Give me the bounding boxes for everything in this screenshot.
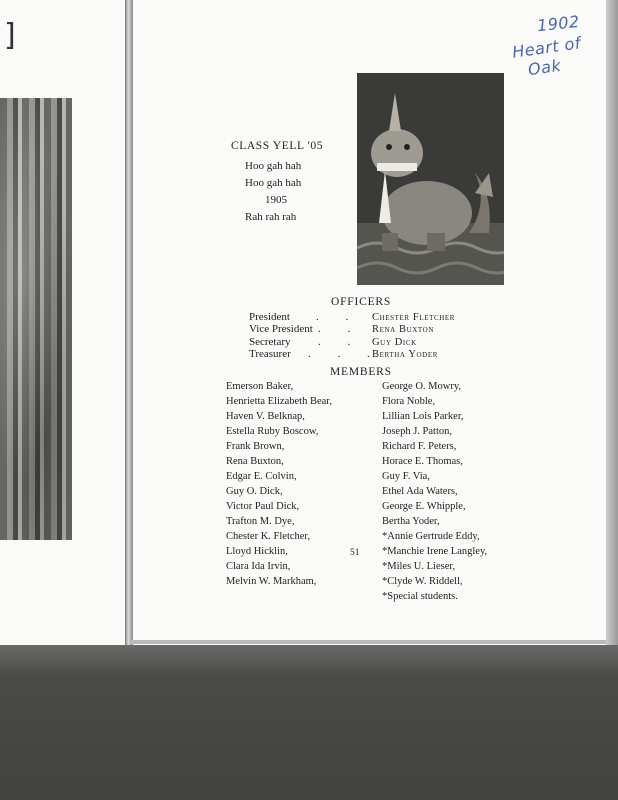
- member-name: *Clyde W. Riddell,: [382, 576, 463, 587]
- member-name: Lillian Lois Parker,: [382, 411, 464, 422]
- handwritten-note-line1: Heart of: [511, 33, 583, 62]
- yell-line: 1905: [265, 194, 287, 206]
- member-name: Horace E. Thomas,: [382, 456, 463, 467]
- member-name: Lloyd Hicklin,: [226, 546, 288, 557]
- member-name: Estella Ruby Boscow,: [226, 426, 319, 437]
- member-name: Flora Noble,: [382, 396, 436, 407]
- officer-role: Treasurer: [249, 348, 291, 360]
- handwritten-year: 1902: [536, 11, 581, 36]
- special-students-note: *Special students.: [382, 591, 458, 602]
- handwritten-note-line2: Oak: [526, 55, 563, 80]
- leader-dots: . .: [318, 336, 363, 348]
- scan-bottom-shadow: [0, 645, 618, 800]
- member-name: George O. Mowry,: [382, 381, 462, 392]
- member-name: Haven V. Belknap,: [226, 411, 305, 422]
- member-name: Henrietta Elizabeth Bear,: [226, 396, 332, 407]
- page-bracket-mark: ]: [4, 18, 16, 53]
- member-name: George E. Whipple,: [382, 501, 466, 512]
- member-name: *Manchie Irene Langley,: [382, 546, 488, 557]
- members-left-column: [226, 379, 332, 589]
- officer-role: President: [249, 311, 290, 323]
- page-number: 51: [350, 548, 360, 558]
- member-name: Victor Paul Dick,: [226, 501, 300, 512]
- member-name: Guy F. Via,: [382, 471, 430, 482]
- book-spine: [125, 0, 133, 650]
- officer-name: Bertha Yoder: [372, 349, 438, 360]
- mascot-photo: [357, 73, 504, 285]
- member-name: Frank Brown,: [226, 441, 285, 452]
- officer-role: Secretary: [249, 336, 291, 348]
- member-name: Trafton M. Dye,: [226, 516, 295, 527]
- officers-heading: OFFICERS: [331, 296, 392, 308]
- member-name: Melvin W. Markham,: [226, 576, 317, 587]
- member-name: Guy O. Dick,: [226, 486, 283, 497]
- yell-line: Rah rah rah: [245, 211, 297, 223]
- officer-name: Guy Dick: [372, 337, 417, 348]
- member-name: Richard F. Peters,: [382, 441, 457, 452]
- officer-name: Rena Buxton: [372, 324, 434, 335]
- officer-name: Chester Fletcher: [372, 312, 456, 323]
- member-name: Edgar E. Colvin,: [226, 471, 297, 482]
- facing-page-photo: [0, 98, 72, 540]
- class-yell-title: CLASS YELL '05: [231, 140, 324, 152]
- page-bottom-edge: [130, 640, 606, 644]
- leader-dots: . .: [316, 311, 361, 323]
- members-heading: MEMBERS: [330, 366, 392, 378]
- member-name: Ethel Ada Waters,: [382, 486, 458, 497]
- member-name: Rena Buxton,: [226, 456, 284, 467]
- yell-line: Hoo gah hah: [245, 177, 302, 189]
- member-name: *Miles U. Lieser,: [382, 561, 456, 572]
- member-name: Chester K. Fletcher,: [226, 531, 311, 542]
- member-name: Emerson Baker,: [226, 381, 294, 392]
- officer-role: Vice President: [249, 323, 313, 335]
- member-name: Joseph J. Patton,: [382, 426, 453, 437]
- member-name: *Annie Gertrude Eddy,: [382, 531, 480, 542]
- yell-line: Hoo gah hah: [245, 160, 302, 172]
- members-right-column: [382, 379, 487, 604]
- member-name: Bertha Yoder,: [382, 516, 440, 527]
- leader-dots: . . .: [308, 348, 382, 360]
- page-edge: [606, 0, 618, 645]
- leader-dots: . .: [318, 323, 363, 335]
- member-name: Clara Ida Irvin,: [226, 561, 291, 572]
